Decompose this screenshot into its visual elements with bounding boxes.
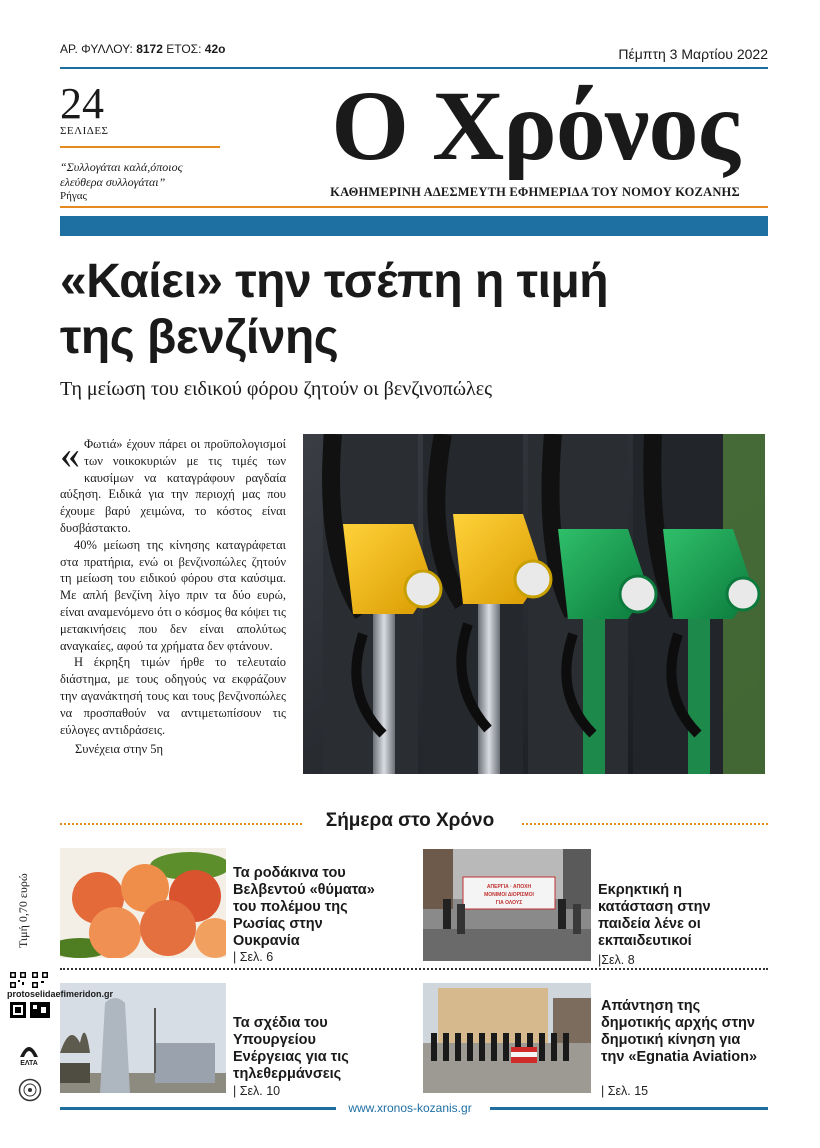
- today-section-title: Σήμερα στο Χρόνο: [325, 810, 495, 831]
- story-page-energy: | Σελ. 10: [233, 1084, 281, 1098]
- fuel-nozzles-illustration: [303, 434, 765, 774]
- lead-headline[interactable]: «Καίει» την τσέπη η τιμή της βενζίνης: [60, 255, 609, 364]
- district-heating-photo: [60, 983, 226, 1093]
- municipal-building-photo: [423, 983, 591, 1093]
- svg-text:ΕΛΤΑ: ΕΛΤΑ: [20, 1060, 38, 1067]
- svg-text:ΜΟΝΙΜΟΙ ΔΙΟΡΙΣΜΟΙ: ΜΟΝΙΜΟΙ ΔΙΟΡΙΣΜΟΙ: [484, 892, 534, 898]
- opening-quote-mark: «: [60, 432, 80, 477]
- stories-divider: [60, 968, 768, 970]
- article-paragraph: Η έκρηξη τιμών ήρθε το τελευταίο διάστημα, με τους οδηγούς να εκφράζουν την αγανάκτησή τους και τους βενζινοπώλες να προσπαθούν να αντιμετωπίσουν τις εύλογες αντιδράσεις.: [60, 655, 286, 737]
- motto-author: Ρήγας: [60, 190, 87, 202]
- left-orange-rule-1: [60, 146, 220, 148]
- story-title-egnatia[interactable]: Απάντηση της δημοτικής αρχής στην δημοτική κίνηση για την «Egnatia Aviation»: [601, 998, 758, 1065]
- svg-text:ΓΙΑ ΟΛΟΥΣ: ΓΙΑ ΟΛΟΥΣ: [495, 900, 523, 906]
- story-page-peaches: | Σελ. 6: [233, 950, 274, 964]
- issue-date: Πέμπτη 3 Μαρτίου 2022: [618, 46, 768, 62]
- orange-rule: [60, 206, 768, 208]
- issue-info: ΑΡ. ΦΥΛΛΟΥ: 8172 ΕΤΟΣ: 42ο: [60, 42, 226, 56]
- seal-stamp-icon: [18, 1078, 42, 1102]
- pages-count: 24: [60, 79, 104, 128]
- blue-banner: [60, 216, 768, 236]
- website-link[interactable]: www.xronos-kozanis.gr: [348, 1101, 472, 1115]
- masthead-subtitle: ΚΑΘΗΜΕΡΙΝΗ ΑΔΕΣΜΕΥΤΗ ΕΦΗΜΕΡΙΔΑ ΤΟΥ ΝΟΜΟΥ ΚΟΖΑΝΗΣ: [330, 185, 740, 199]
- qr-code-icon: [32, 972, 48, 988]
- elta-logo: [16, 1035, 42, 1067]
- article-paragraph: Φωτιά» έχουν πάρει οι προϋπολογισμοί των νοικοκυριών με τις τιμές των καυσίμων να καταγράφουν ραγδαία αύξηση. Ειδικά για την περιοχή μας που έχουμε βαρύ χειμώνα, το κόστος είναι δυσβάστακτο.: [60, 437, 286, 535]
- article-paragraph: 40% μείωση της κίνησης καταγράφεται στα πρατήρια, ενώ οι βενζινοπώλες ζητούν τη μείωση του ειδικού φόρου στα καύσιμα. Με απλή βενζίνη λίγο πριν τα δύο ευρώ, είναι αναμενόμενο ότι ο κόσμος θα κόψει τις μετακινήσεις που δεν είναι απολύτως αναγκαίες, αφού τα χρήματα δεν φτάνουν.: [60, 537, 286, 653]
- source-watermark: protoselidaefimeridon.gr: [7, 989, 114, 999]
- story-page-egnatia: | Σελ. 15: [601, 1084, 649, 1098]
- peaches-photo: [60, 848, 226, 958]
- story-title-peaches[interactable]: Τα ροδάκινα του Βελβεντού «θύματα» του πολέμου της Ρωσίας στην Ουκρανία: [233, 865, 375, 949]
- fuel-nozzles-photo: [303, 434, 765, 774]
- qr-code-icon: [10, 1002, 50, 1018]
- motto-quote: “Συλλογάται καλά,όποιος ελεύθερα συλλογάται”: [60, 160, 183, 189]
- story-page-education: |Σελ. 8: [598, 953, 635, 967]
- protest-photo: [423, 849, 591, 961]
- continued-link[interactable]: Συνέχεια στην 5η: [75, 742, 164, 756]
- lead-article: [60, 432, 286, 738]
- svg-text:ΑΠΕΡΓΙΑ · ΑΠΟΧΗ: ΑΠΕΡΓΙΑ · ΑΠΟΧΗ: [486, 884, 532, 890]
- story-title-energy[interactable]: Τα σχέδια του Υπουργείου Ενέργειας για τις τηλεθερμάνσεις: [233, 1015, 349, 1082]
- story-title-education[interactable]: Εκρηκτική η κατάσταση στην παιδεία λένε οι εκπαιδευτικοί: [598, 882, 711, 949]
- qr-code-icon: [10, 972, 26, 988]
- pages-label: ΣΕΛΙΔΕΣ: [60, 125, 109, 137]
- lead-deck: Τη μείωση του ειδικού φόρου ζητούν οι βενζινοπώλες: [60, 378, 493, 400]
- price-label: Τιμή 0,70 ευρώ: [16, 873, 30, 948]
- masthead-logo: Ο Χρόνος: [331, 70, 739, 181]
